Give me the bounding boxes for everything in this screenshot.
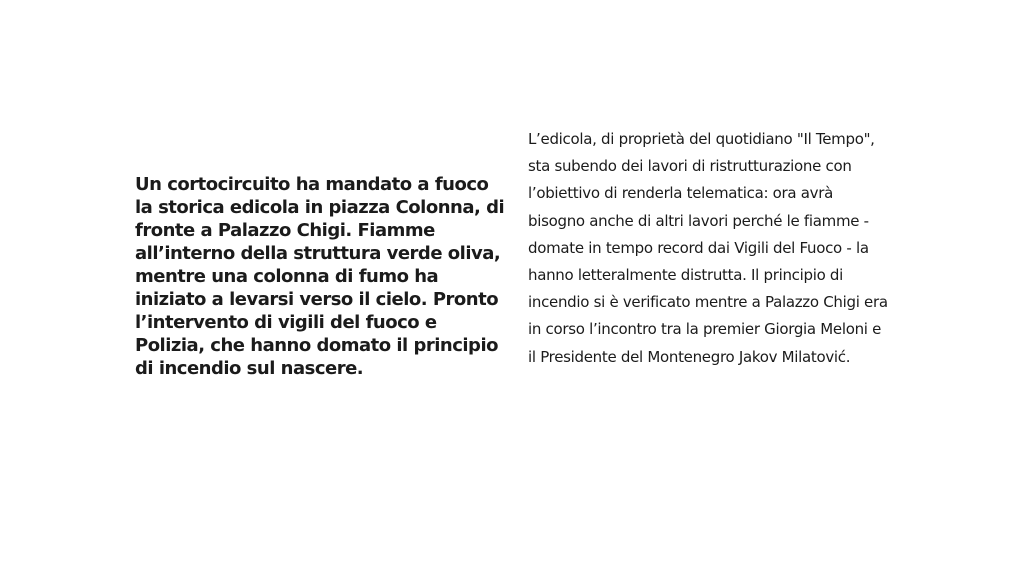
article-lead: Un cortocircuito ha mandato a fuoco la storica edicola in piazza Colonna, di fronte a Palazzo Chigi. Fiamme all’interno della struttura verde oliva, mentre una colonna di fumo ha iniziato a levarsi verso il cielo. Pronto l’intervento di vigili del fuoco e Polizia, che hanno domato il principio di incendio sul nascere. xyxy=(135,174,505,379)
article-body: L’edicola, di proprietà del quotidiano "Il Tempo", sta subendo dei lavori di ristrutturazione con l’obiettivo di renderla telematica: ora avrà bisogno anche di altri lavori perché le fiamme - domate in tempo record dai Vigili del Fuoco - la hanno letteralmente distrutta. Il principio di incendio si è verificato mentre a Palazzo Chigi era in corso l’incontro tra la premier Giorgia Meloni e il Presidente del Montenegro Jakov Milatović. xyxy=(528,130,888,366)
